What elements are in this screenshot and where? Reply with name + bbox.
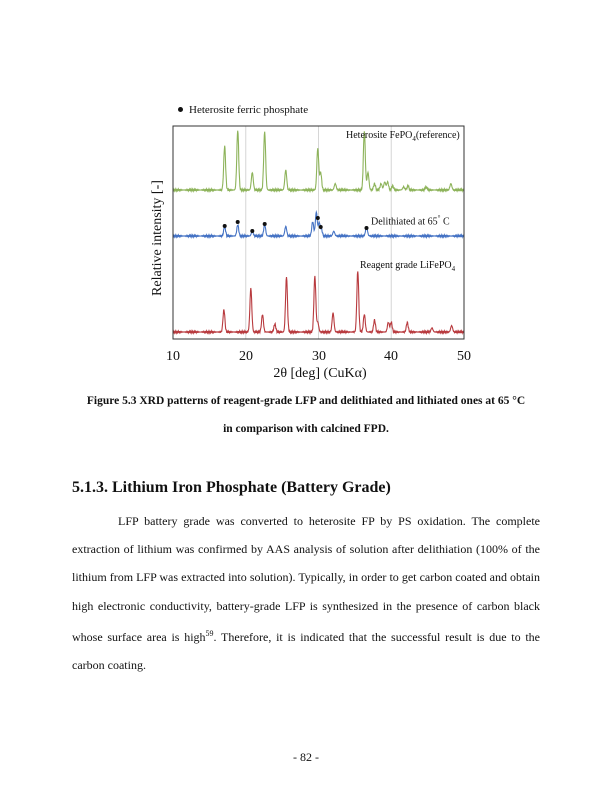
section-heading: 5.1.3. Lithium Iron Phosphate (Battery Grade) (72, 479, 391, 496)
x-axis-label: 2θ [deg] (CuKα) (273, 366, 367, 381)
x-tick-20: 20 (239, 349, 253, 364)
x-tick-10: 10 (166, 349, 180, 364)
x-tick-30: 30 (312, 349, 326, 364)
page-number: - 82 - (293, 750, 319, 764)
series-label-reagent: Reagent grade LiFePO$_4$ (360, 260, 456, 273)
figure-caption-line2: in comparison with calcined FPD. (223, 423, 389, 435)
body-paragraph: LFP battery grade was converted to heterosite FP by PS oxidation. The complete extraction of lithium was confirmed by AAS analysis of solution after delithiation (100% of the lithium from LFP was extracted into solution). Typically, in order to get carbon coated and obtain high electronic conductivity, battery-grade LFP is synthesized in the presence of carbon black whose surface area is high$^{59}$. Therefore, it is indicated that the successful result is due to the carbon coating. (72, 514, 540, 673)
x-tick-40: 40 (384, 349, 398, 364)
figure-caption-line1: Figure 5.3 XRD patterns of reagent-grade LFP and delithiated and lithiated ones at 65 °C (86, 395, 526, 407)
series-label-reference: Heterosite FePO$_4$(reference) (346, 130, 460, 143)
heterosite-markers (223, 216, 369, 233)
series-label-delithiated: Delithiated at 65° C (371, 214, 450, 228)
x-tick-50: 50 (457, 349, 471, 364)
y-axis-label: Relative intensity [-] (150, 180, 165, 296)
citation-superscript: 59 (205, 628, 214, 638)
legend-label: Heterosite ferric phosphate (189, 104, 309, 116)
